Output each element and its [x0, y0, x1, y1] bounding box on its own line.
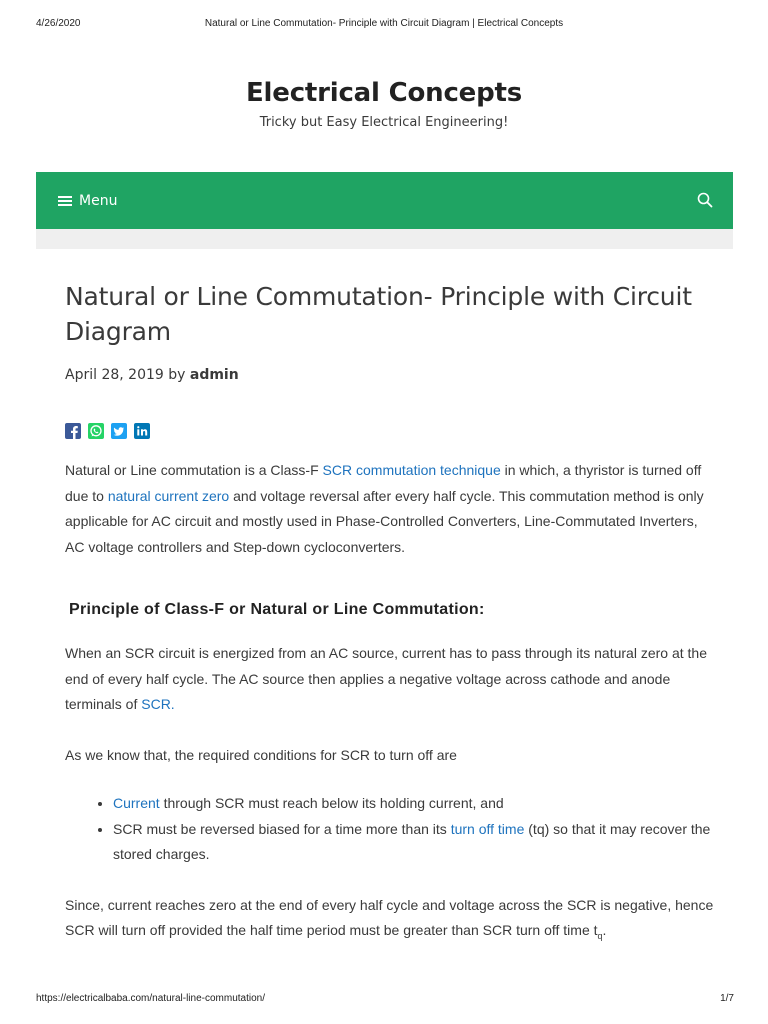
article-title: Natural or Line Commutation- Principle with Circuit Diagram: [65, 282, 692, 346]
by-label: by: [168, 367, 186, 383]
twitter-icon[interactable]: [111, 423, 127, 439]
subscript-q: q: [597, 930, 603, 941]
conditions-list: [65, 791, 715, 868]
hamburger-icon: [58, 196, 72, 206]
facebook-icon[interactable]: [65, 423, 81, 439]
conclusion-text: Since, current reaches zero at the end of every half cycle and voltage across the SCR is negative, hence SCR will turn off provided the half time period must be greater than SCR turn off time t: [65, 896, 714, 938]
whatsapp-icon[interactable]: [88, 423, 104, 439]
conditions-paragraph: As we know that, the required conditions for SCR to turn off are: [65, 746, 457, 763]
intro-text-2: in which, a thyristor is turned off due to: [65, 462, 702, 504]
print-page-title: Natural or Line Commutation- Principle with Circuit Diagram | Electrical Concepts: [204, 18, 564, 29]
natural-current-zero-link[interactable]: natural current zero: [107, 487, 230, 504]
article: [65, 279, 715, 949]
turn-off-time-link[interactable]: turn off time: [450, 820, 525, 837]
list-item: [113, 817, 715, 868]
search-icon[interactable]: [697, 192, 713, 208]
site-title[interactable]: Electrical Concepts: [245, 78, 523, 108]
bullet-1-text: through SCR must reach below its holding current, and: [159, 795, 504, 811]
print-page-number: 1/7: [720, 993, 734, 1004]
share-buttons: [65, 423, 715, 441]
intro-paragraph: [65, 458, 715, 560]
menu-button[interactable]: [58, 172, 117, 229]
section-heading: Principle of Class-F or Natural or Line Commutation:: [69, 601, 485, 618]
conclusion-period: .: [602, 922, 607, 938]
principle-text: When an SCR circuit is energized from an AC source, current has to pass through its natural zero at the end of every half cycle. The AC source then applies a negative voltage across cathode and anode terminals of: [65, 645, 707, 712]
current-link[interactable]: Current: [113, 795, 160, 811]
scr-commutation-link[interactable]: SCR commutation technique: [322, 462, 501, 478]
menu-label: Menu: [79, 192, 118, 209]
intro-text-1: Natural or Line commutation is a Class-F: [65, 462, 323, 478]
nav-separator: [36, 229, 733, 249]
post-author[interactable]: admin: [189, 367, 239, 383]
print-date: 4/26/2020: [36, 18, 81, 29]
bullet-2-text-1: SCR must be reversed biased for a time more than its: [113, 820, 451, 837]
principle-paragraph: [65, 641, 715, 718]
scr-link[interactable]: SCR.: [141, 696, 175, 712]
list-item: [113, 791, 715, 817]
post-date[interactable]: April 28, 2019: [65, 367, 164, 383]
intro-text-3: and voltage reversal after every half cycle. This commutation method is only applicable for AC circuit and mostly used in Phase-Controlled Converters, Line-Commutated Inverters, AC voltage controllers and Step-down cycloconverters.: [65, 487, 704, 555]
print-url: https://electricalbaba.com/natural-line-commutation/: [36, 993, 265, 1004]
conclusion-paragraph: [65, 893, 715, 950]
article-meta: [65, 367, 715, 383]
bullet-2-text-2: (tq) so that it may recover the stored charges.: [113, 820, 711, 862]
main-navigation: [36, 172, 733, 229]
linkedin-icon[interactable]: [134, 423, 150, 439]
site-tagline: Tricky but Easy Electrical Engineering!: [259, 115, 509, 130]
